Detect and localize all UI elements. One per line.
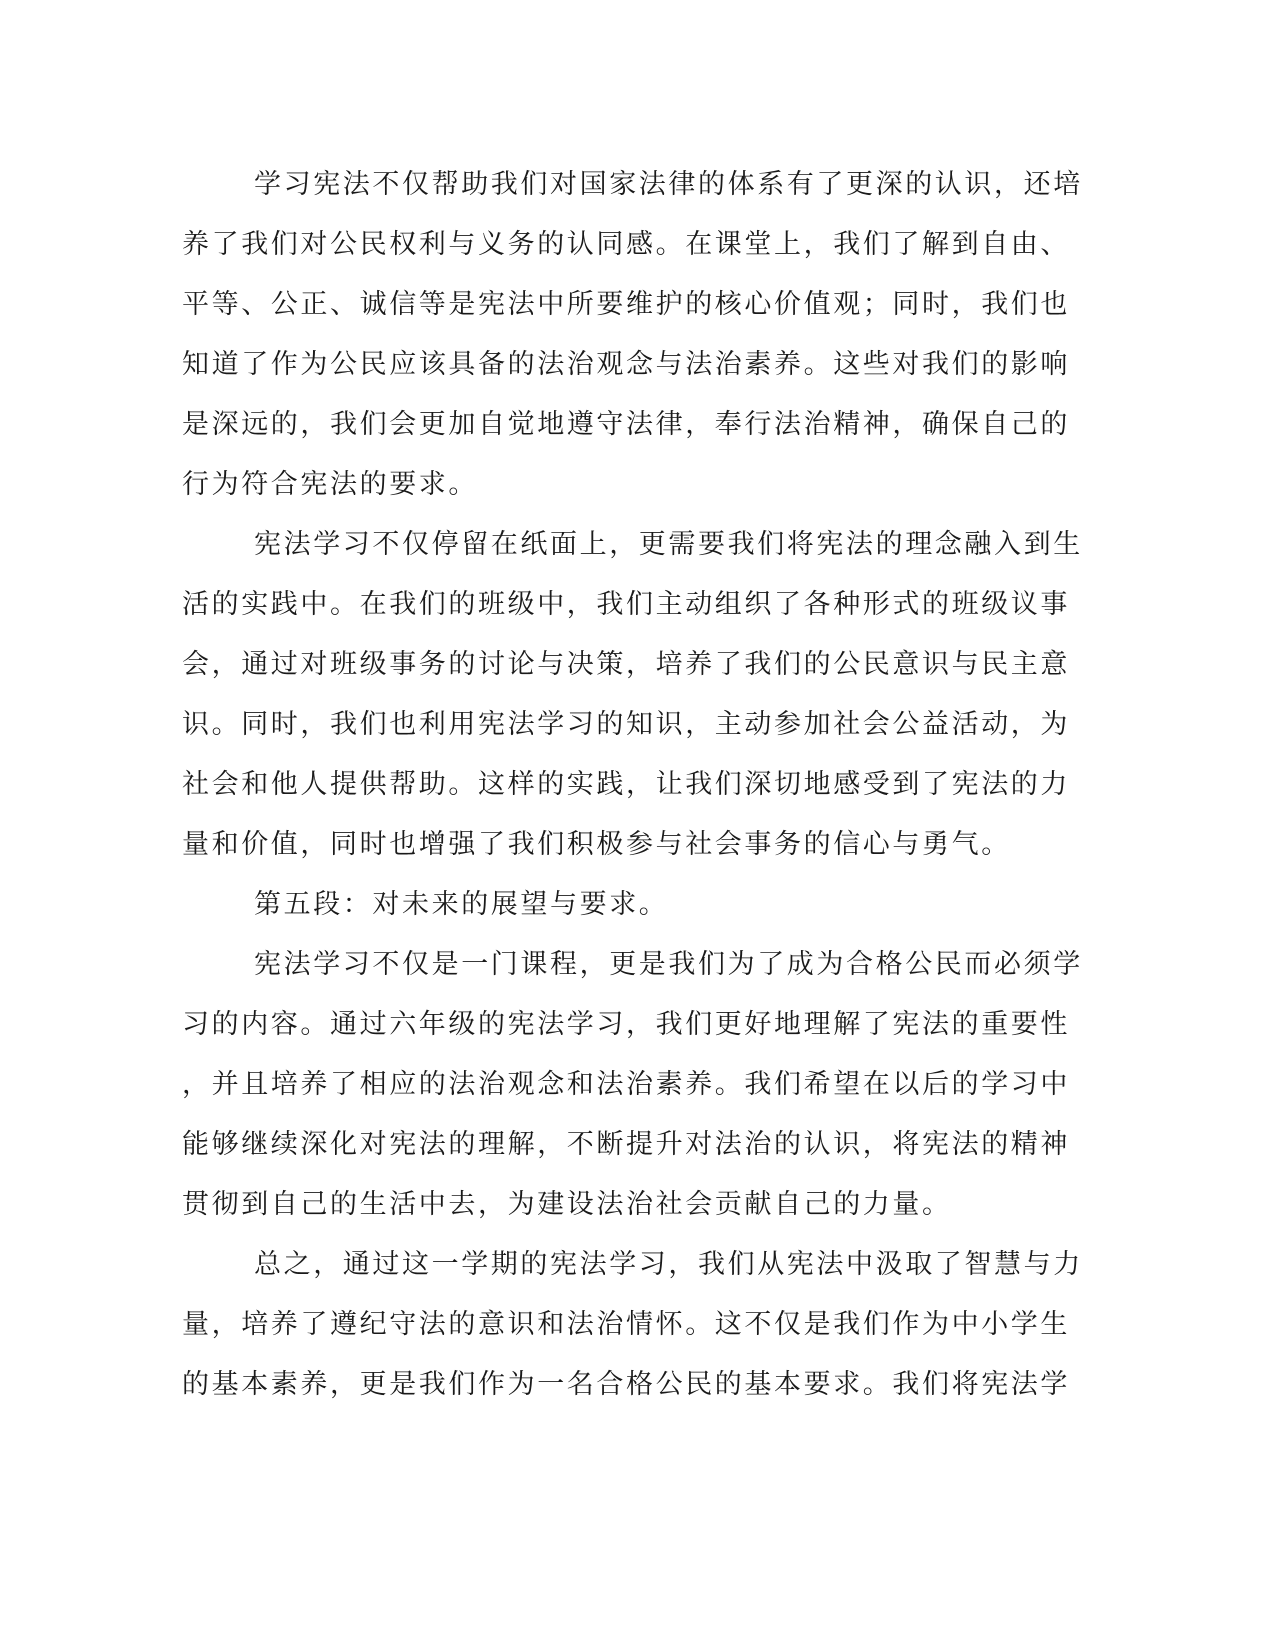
text-line: 能够继续深化对宪法的理解，不断提升对法治的认识，将宪法的精神 xyxy=(182,1129,1070,1160)
text-line: 的基本素养，更是我们作为一名合格公民的基本要求。我们将宪法学 xyxy=(182,1369,1070,1400)
text-line: ，并且培养了相应的法治观念和法治素养。我们希望在以后的学习中 xyxy=(182,1069,1070,1100)
text-line: 养了我们对公民权利与义务的认同感。在课堂上，我们了解到自由、 xyxy=(182,229,1070,260)
text-line: 量和价值，同时也增强了我们积极参与社会事务的信心与勇气。 xyxy=(182,829,1011,860)
text-line: 识。同时，我们也利用宪法学习的知识，主动参加社会公益活动，为 xyxy=(182,709,1070,740)
text-line: 知道了作为公民应该具备的法治观念与法治素养。这些对我们的影响 xyxy=(182,349,1070,380)
text-line: 社会和他人提供帮助。这样的实践，让我们深切地感受到了宪法的力 xyxy=(182,769,1070,800)
text-line: 宪法学习不仅停留在纸面上，更需要我们将宪法的理念融入到生 xyxy=(254,529,1083,560)
section-heading: 第五段：对未来的展望与要求。 xyxy=(254,889,669,920)
text-line: 贯彻到自己的生活中去，为建设法治社会贡献自己的力量。 xyxy=(182,1189,952,1220)
text-line: 是深远的，我们会更加自觉地遵守法律，奉行法治精神，确保自己的 xyxy=(182,409,1070,440)
text-line: 学习宪法不仅帮助我们对国家法律的体系有了更深的认识，还培 xyxy=(254,169,1083,200)
text-line: 习的内容。通过六年级的宪法学习，我们更好地理解了宪法的重要性 xyxy=(182,1009,1070,1040)
text-line: 行为符合宪法的要求。 xyxy=(182,469,478,500)
text-line: 会，通过对班级事务的讨论与决策，培养了我们的公民意识与民主意 xyxy=(182,649,1070,680)
text-line: 总之，通过这一学期的宪法学习，我们从宪法中汲取了智慧与力 xyxy=(254,1249,1083,1280)
text-line: 量，培养了遵纪守法的意识和法治情怀。这不仅是我们作为中小学生 xyxy=(182,1309,1070,1340)
text-line: 平等、公正、诚信等是宪法中所要维护的核心价值观；同时，我们也 xyxy=(182,289,1070,320)
text-line: 活的实践中。在我们的班级中，我们主动组织了各种形式的班级议事 xyxy=(182,589,1070,620)
text-line: 宪法学习不仅是一门课程，更是我们为了成为合格公民而必须学 xyxy=(254,949,1083,980)
body-text xyxy=(182,155,1083,1415)
